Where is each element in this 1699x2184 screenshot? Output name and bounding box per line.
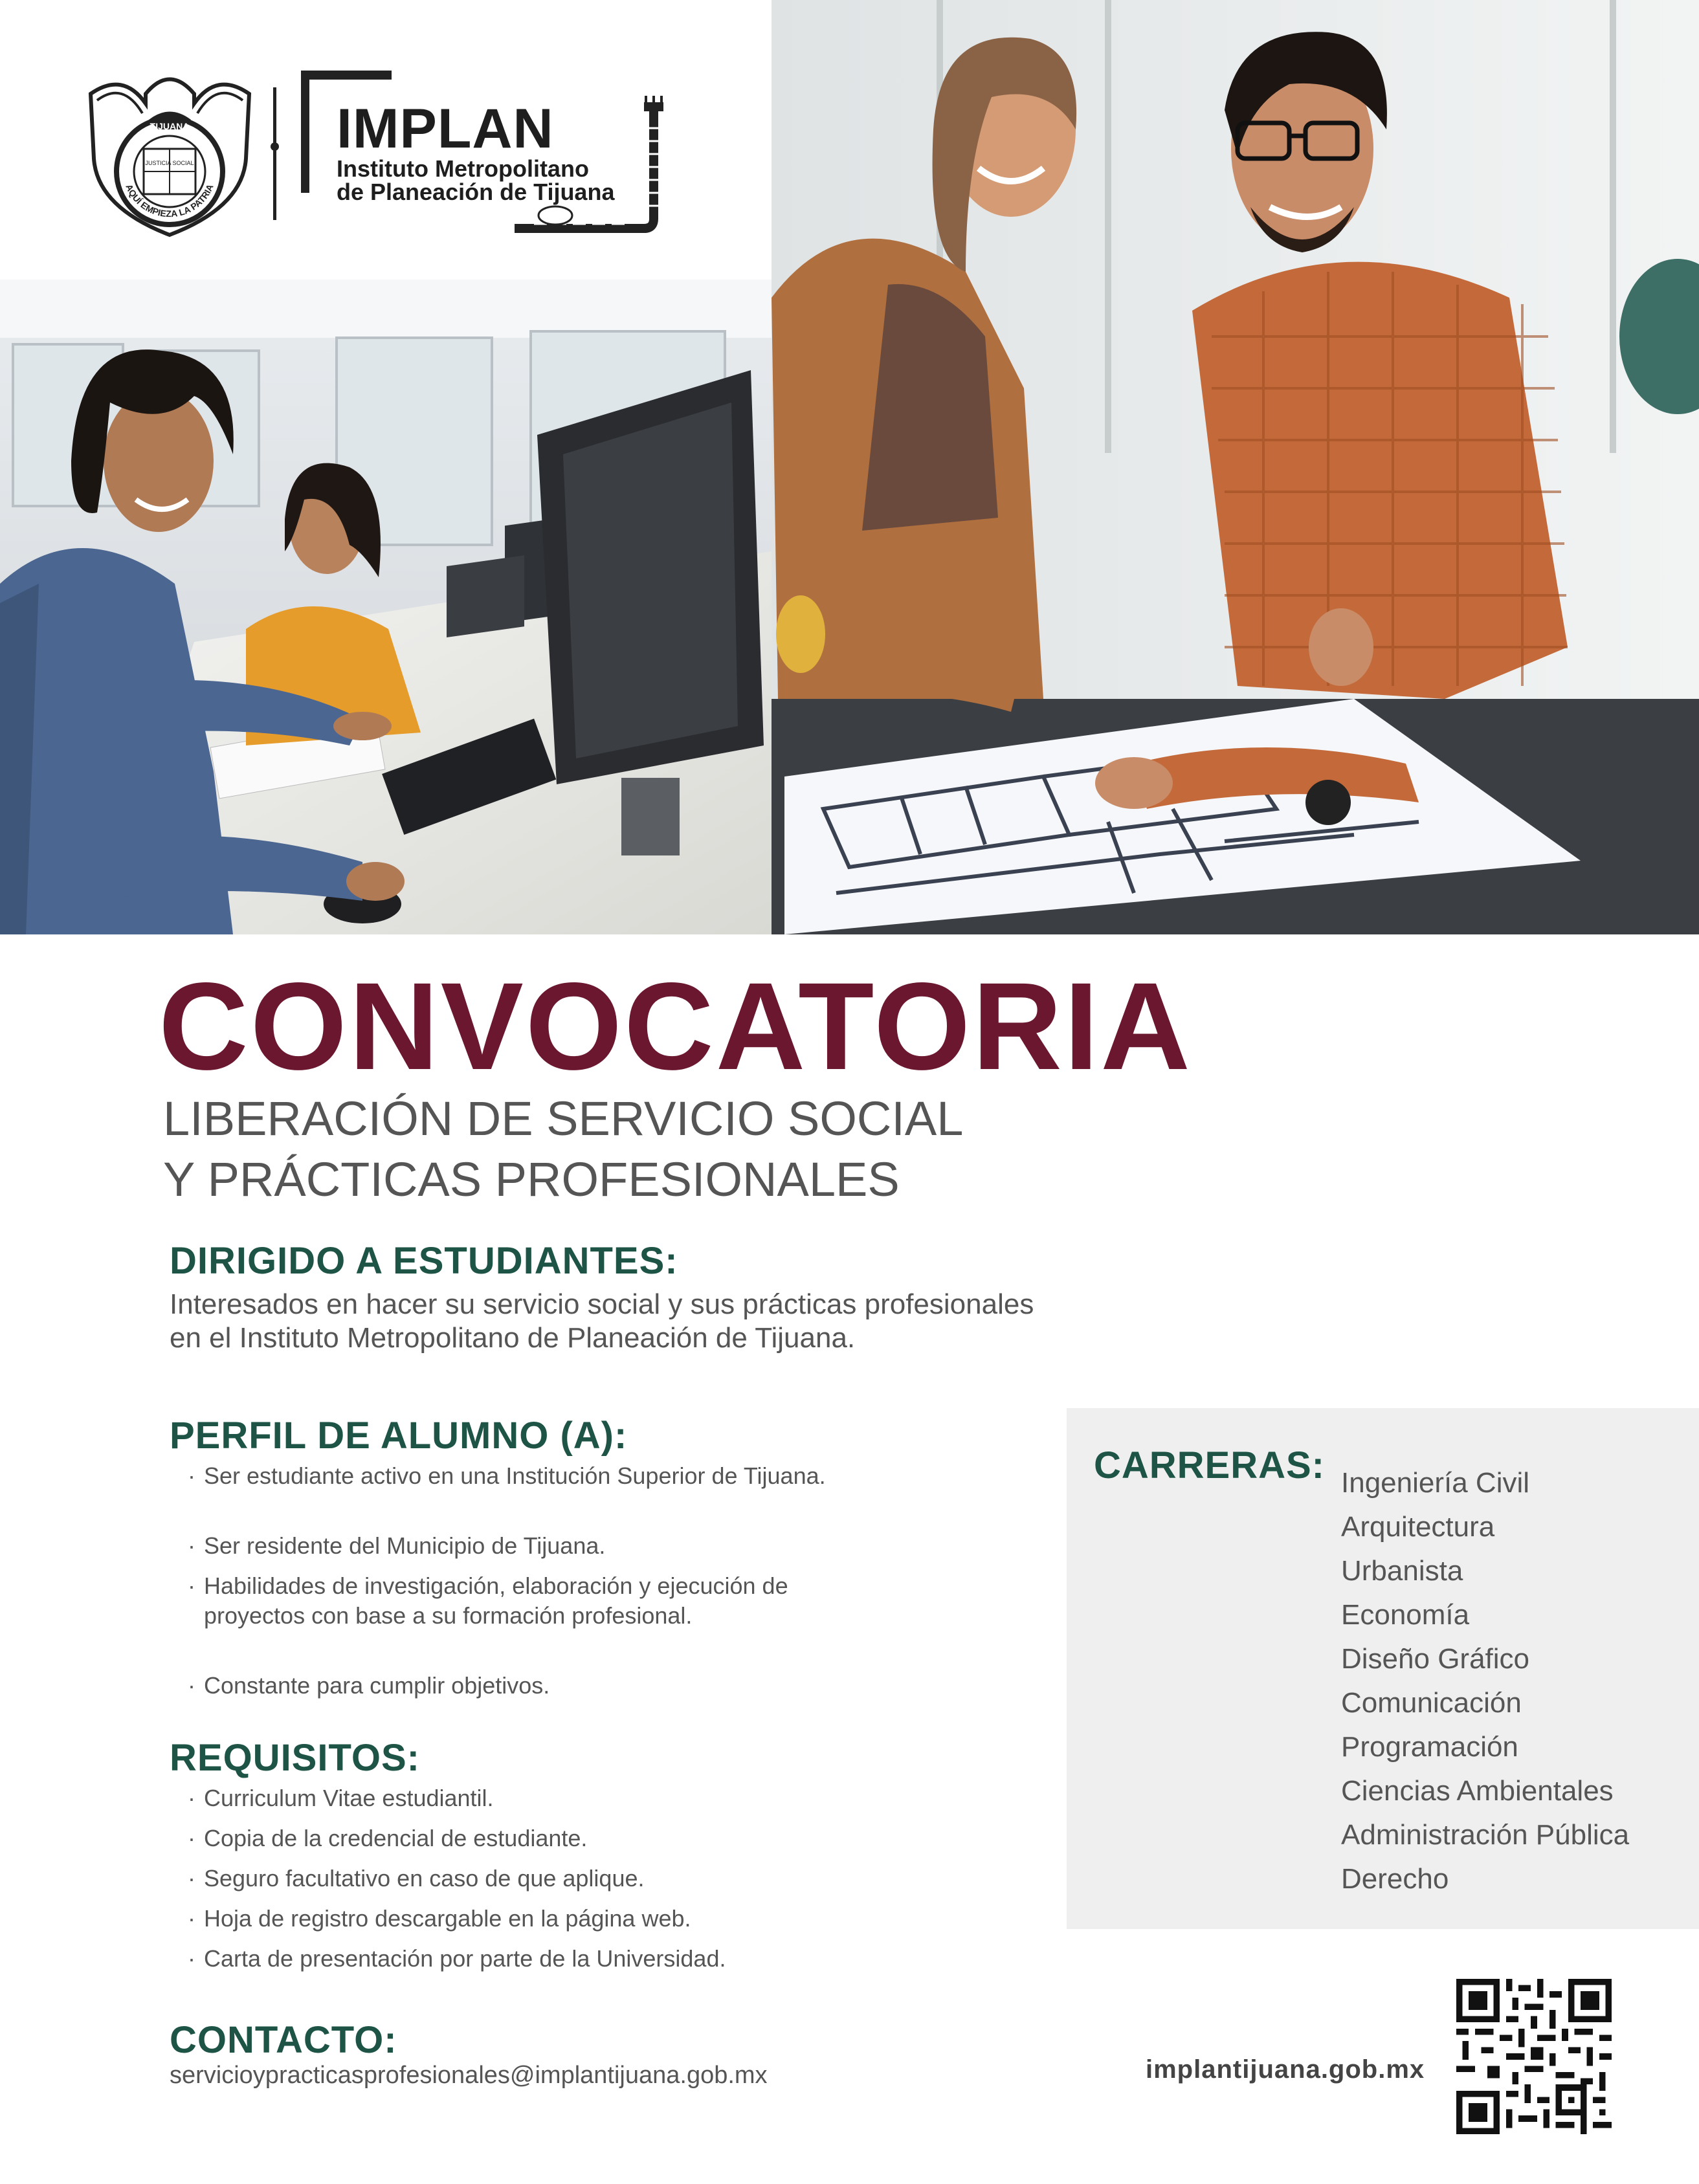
implan-logo-subtitle-line2: de Planeación de Tijuana bbox=[337, 179, 615, 205]
implan-logo-title: IMPLAN bbox=[337, 98, 554, 160]
tijuana-crest-logo bbox=[84, 68, 256, 239]
subtitle-line2: Y PRÁCTICAS PROFESIONALES bbox=[163, 1153, 900, 1206]
website-link[interactable]: implantijuana.gob.mx bbox=[1146, 2055, 1425, 2084]
carrera-item: Comunicación bbox=[1341, 1687, 1522, 1719]
perfil-item-text: Habilidades de investigación, elaboración y ejecución de proyectos con base a su formación profesional. bbox=[204, 1572, 788, 1629]
requisito-item-text: Copia de la credencial de estudiante. bbox=[204, 1825, 588, 1851]
logo-divider-dot bbox=[271, 142, 279, 151]
svg-text:AQUÍ EMPIEZA LA PATRIA: AQUÍ EMPIEZA LA PATRIA bbox=[124, 182, 216, 219]
subtitle-line1: LIBERACIÓN DE SERVICIO SOCIAL bbox=[163, 1092, 964, 1145]
perfil-heading: PERFIL DE ALUMNO (A): bbox=[170, 1415, 628, 1457]
bullet-dot: · bbox=[188, 1785, 195, 1811]
bullet-dot: · bbox=[188, 1905, 195, 1932]
svg-text:JUSTICIA SOCIAL: JUSTICIA SOCIAL bbox=[145, 160, 194, 166]
carreras-heading: CARRERAS: bbox=[1094, 1444, 1325, 1486]
dirigido-text-line2: en el Instituto Metropolitano de Planeación de Tijuana. bbox=[170, 1322, 856, 1354]
perfil-item-text: Constante para cumplir objetivos. bbox=[204, 1672, 550, 1699]
carrera-item: Derecho bbox=[1341, 1863, 1449, 1895]
students-computers-photo bbox=[0, 280, 772, 934]
carrera-item: Urbanista bbox=[1341, 1555, 1463, 1587]
bullet-dot: · bbox=[188, 1462, 195, 1489]
bullet-dot: · bbox=[188, 1945, 195, 1972]
contact-email-link[interactable]: servicioypracticasprofesionales@implantijuana.gob.mx bbox=[170, 2062, 768, 2089]
bullet-dot: · bbox=[188, 1825, 195, 1851]
carrera-item: Administración Pública bbox=[1341, 1819, 1630, 1851]
page-title: CONVOCATORIA bbox=[159, 956, 1192, 1096]
dirigido-text-line1: Interesados en hacer su servicio social y sus prácticas profesionales bbox=[170, 1288, 1034, 1320]
dirigido-heading: DIRIGIDO A ESTUDIANTES: bbox=[170, 1240, 678, 1282]
colleagues-blueprint-photo bbox=[772, 0, 1699, 934]
carrera-item: Ciencias Ambientales bbox=[1341, 1775, 1614, 1807]
logo-divider bbox=[273, 87, 276, 220]
implan-logo-subtitle-line1: Instituto Metropolitano bbox=[337, 155, 589, 182]
bullet-dot: · bbox=[188, 1532, 195, 1559]
requisito-item-text: Hoja de registro descargable en la página web. bbox=[204, 1905, 691, 1932]
qr-code-icon[interactable] bbox=[1456, 1979, 1612, 2134]
svg-text:TIJUANA: TIJUANA bbox=[150, 121, 190, 131]
carrera-item: Diseño Gráfico bbox=[1341, 1643, 1530, 1675]
carrera-item: Economía bbox=[1341, 1599, 1470, 1631]
carrera-item: Ingeniería Civil bbox=[1341, 1467, 1530, 1499]
requisito-item-text: Carta de presentación por parte de la Universidad. bbox=[204, 1945, 726, 1972]
bullet-dot: · bbox=[188, 1865, 195, 1892]
perfil-item-text: Ser estudiante activo en una Institución Superior de Tijuana. bbox=[204, 1462, 826, 1489]
carrera-item: Programación bbox=[1341, 1731, 1518, 1763]
requisitos-heading: REQUISITOS: bbox=[170, 1737, 420, 1779]
requisito-item-text: Curriculum Vitae estudiantil. bbox=[204, 1785, 494, 1811]
requisito-item-text: Seguro facultativo en caso de que aplique. bbox=[204, 1865, 645, 1892]
contacto-heading: CONTACTO: bbox=[170, 2019, 397, 2061]
bullet-dot: · bbox=[188, 1572, 195, 1599]
carrera-item: Arquitectura bbox=[1341, 1511, 1495, 1543]
bullet-dot: · bbox=[188, 1672, 195, 1699]
perfil-item-text: Ser residente del Municipio de Tijuana. bbox=[204, 1532, 606, 1559]
